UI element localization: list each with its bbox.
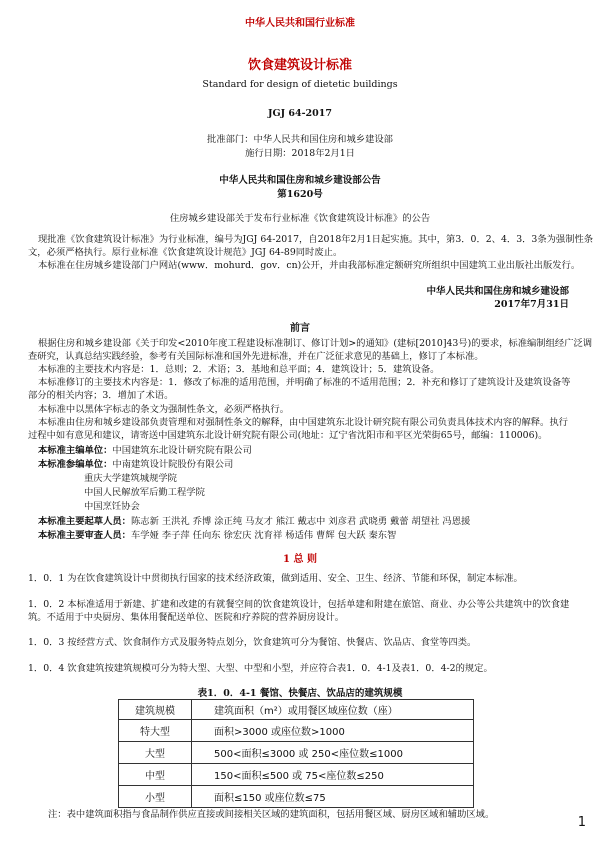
table-row <box>119 720 474 742</box>
announcement-issuer: 中华人民共和国住房和城乡建设部公告 <box>219 175 381 186</box>
announcement-body-line: 现批准《饮食建筑设计标准》为行业标准，编号为JGJ 64-2017，自2018年2月1日起实施。其中，第3．0．2、4．3．3条为强制性条 <box>38 234 594 245</box>
clause-1-0-1: 1．0．1 为在饮食建筑设计中贯彻执行国家的技术经济政策，做到适用、安全、卫生、经济、节能和环保，制定本标准。 <box>28 573 523 584</box>
reviewers <box>38 529 396 542</box>
foreword-line: 根据住房和城乡建设部《关于印发<2010年度工程建设标准制订、修订计划>的通知》(建标[2010]43号)的要求，标准编制组经广泛调 <box>38 338 593 349</box>
table-row <box>119 764 474 786</box>
reviewers-label: 本标准主要审查人员： <box>38 530 131 541</box>
participating-unit: 中南建筑设计院股份有限公司 <box>112 459 234 470</box>
table-note: 注：表中建筑面积指与食品制作供应直接或间接相关区域的建筑面积，包括用餐区域、厨房区域和辅助区域。 <box>48 809 495 820</box>
announcement-body-line: 文，必须严格执行。原行业标准《饮食建筑设计规范》JGJ 64-89同时废止。 <box>28 247 343 258</box>
table-cell-criteria: 500<面积≤3000 或 250<座位数≤1000 <box>192 742 474 764</box>
table-caption: 表1．0．4-1 餐馆、快餐店、饮品店的建筑规模 <box>197 688 403 699</box>
announcement-signature: 中华人民共和国住房和城乡建设部 <box>426 286 569 297</box>
table-cell-criteria: 面积≤150 或座位数≤75 <box>192 786 474 808</box>
reviewers-names: 车学娅 李子萍 任向东 徐宏庆 沈育祥 杨适伟 曹辉 包大跃 秦东智 <box>130 530 397 541</box>
clause-1-0-2: 1．0．2 本标准适用于新建、扩建和改建的有就餐空间的饮食建筑设计，包括单建和附建在旅馆、商业、办公等公共建筑中的饮食建 <box>28 599 570 610</box>
table-cell-scale: 中型 <box>119 764 192 786</box>
participating-units <box>38 458 233 471</box>
table-cell-scale: 大型 <box>119 742 192 764</box>
table-cell-scale: 特大型 <box>119 720 192 742</box>
foreword-heading: 前言 <box>290 323 310 334</box>
foreword-line: 过程中如有意见和建议，请寄送中国建筑东北设计研究院有限公司(地址：辽宁省沈阳市和平区光荣街65号，邮编：110006)。 <box>28 430 548 441</box>
participating-unit: 重庆大学建筑城规学院 <box>84 473 177 484</box>
foreword-line: 本标准中以黑体字标志的条文为强制性条文，必须严格执行。 <box>38 404 290 415</box>
drafters-label: 本标准主要起草人员： <box>38 516 131 527</box>
drafters <box>38 515 470 528</box>
drafters-names: 陈志新 王洪礼 乔博 涂正纯 马友才 熊江 戴志中 刘彦君 武晓勇 戴蕾 胡望社 冯恩援 <box>130 516 471 527</box>
foreword-line: 本标准由住房和城乡建设部负责管理和对强制性条文的解释，由中国建筑东北设计研究院有限公司负责具体技术内容的解释。执行 <box>38 417 568 428</box>
effective-date: 施行日期：2018年2月1日 <box>245 148 355 159</box>
chapter-heading: 1 总 则 <box>283 554 317 565</box>
clause-1-0-4: 1．0．4 饮食建筑按建筑规模可分为特大型、大型、中型和小型，并应符合表1．0．4-1及表1．0．4-2的规定。 <box>28 663 493 674</box>
participating-unit: 中国烹饪协会 <box>84 501 140 512</box>
clause-1-0-3: 1．0．3 按经营方式、饮食制作方式及服务特点划分，饮食建筑可分为餐馆、快餐店、饮品店、食堂等四类。 <box>28 637 477 648</box>
foreword-line: 查研究，认真总结实践经验，参考有关国际标准和国外先进标准，并在广泛征求意见的基础上，修订了本标准。 <box>28 351 484 362</box>
clause-1-0-2-cont: 筑。不适用于中央厨房、集体用餐配送单位、医院和疗养院的营养厨房设计。 <box>28 612 345 623</box>
table-row <box>119 786 474 808</box>
table-header-cell: 建筑面积（m²）或用餐区域座位数（座） <box>192 700 474 720</box>
participating-unit: 中国人民解放军后勤工程学院 <box>84 487 205 498</box>
chief-unit-name: 中国建筑东北设计研究院有限公司 <box>112 445 252 456</box>
announcement-number: 第1620号 <box>277 189 323 200</box>
foreword-line: 本标准的主要技术内容是：1．总则；2．术语；3．基地和总平面；4．建筑设计；5．建筑设备。 <box>38 364 440 375</box>
table-cell-criteria: 面积>3000 或座位数>1000 <box>192 720 474 742</box>
approval-department: 批准部门：中华人民共和国住房和城乡建设部 <box>207 134 393 145</box>
chief-unit-label: 本标准主编单位： <box>38 445 113 456</box>
foreword-line: 本标准修订的主要技术内容是：1．修改了标准的适用范围，并明确了标准的不适用范围；2．补充和修订了建筑设计及建筑设备等 <box>38 377 571 388</box>
chief-unit <box>38 444 252 457</box>
announcement-subject: 住房城乡建设部关于发布行业标准《饮食建筑设计标准》的公告 <box>169 213 431 224</box>
announcement-date: 2017年7月31日 <box>494 299 569 310</box>
standard-title: 饮食建筑设计标准 <box>247 58 352 73</box>
table-header-cell: 建筑规模 <box>119 700 192 720</box>
standard-code: JGJ 64-2017 <box>267 108 332 119</box>
table-row <box>119 742 474 764</box>
standard-category: 中华人民共和国行业标准 <box>245 18 355 29</box>
participating-label: 本标准参编单位： <box>38 459 113 470</box>
announcement-body-line: 本标准在住房城乡建设部门户网站(www．mohurd．gov．cn)公开，并由我部标准定额研究所组织中国建筑工业出版社出版发行。 <box>38 260 581 271</box>
english-title: Standard for design of dietetic buildings <box>202 79 398 90</box>
table-cell-criteria: 150<面积≤500 或 75<座位数≤250 <box>192 764 474 786</box>
table-cell-scale: 小型 <box>119 786 192 808</box>
page-number: 1 <box>577 815 586 830</box>
foreword-line: 部分的相关内容；3．增加了术语。 <box>28 390 174 401</box>
table-header-row <box>119 700 474 720</box>
scale-table <box>118 699 474 808</box>
